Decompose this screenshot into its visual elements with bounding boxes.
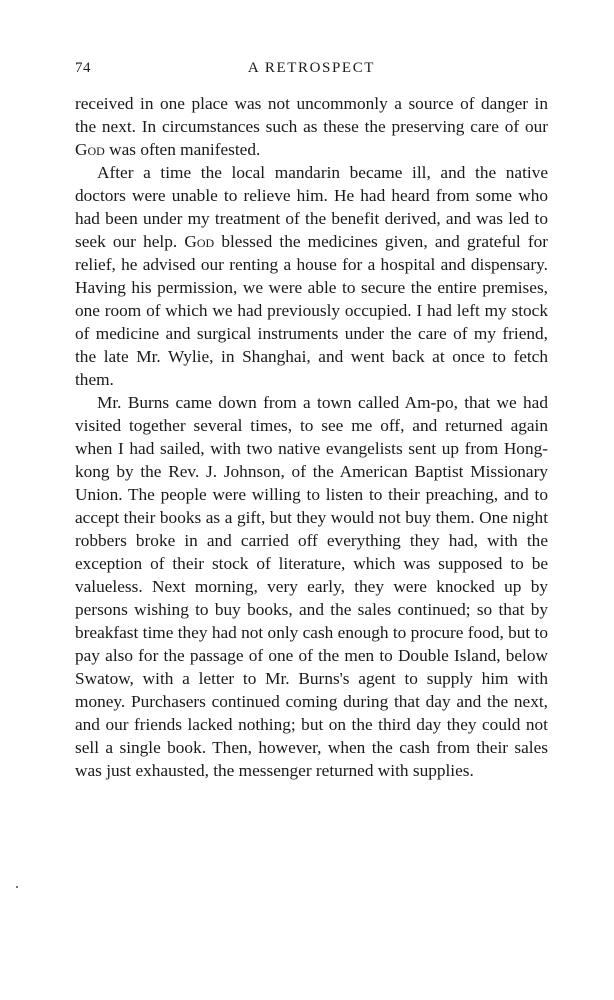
paragraph-2-text-b: blessed the medicines given, and grateful for relief, he advised our renting a house for a hospital and dispensary. Having his permission, we were able to secure the entire premises, one room of which we had previously occupied. I had left my stock of medicine and surgical instruments under the care of my friend, the late Mr. Wylie, in Shanghai, and went back at once to fetch them. xyxy=(75,232,549,389)
paragraph-2-god: God xyxy=(184,232,215,251)
paragraph-1-god: God xyxy=(75,140,105,159)
body-text xyxy=(75,92,548,782)
page-number: 74 xyxy=(75,60,91,76)
paragraph-2-text-a: After a time the local mandarin became ill, and the native doctors were unable to relieve him. He had heard from some who had been under my treatment of the benefit derived, and was led to seek our help. xyxy=(75,163,548,251)
paragraph-1-text-a: received in one place was not uncommonly a source of danger in the next. In circumstances such as these the preserving care of our xyxy=(75,94,548,136)
paragraph-2 xyxy=(75,161,548,391)
paragraph-1-text-b: was often manifested. xyxy=(104,140,261,159)
paragraph-1 xyxy=(75,92,548,161)
scan-speck xyxy=(16,886,18,888)
paragraph-3: Mr. Burns came down from a town called Am-po, that we had visited together several times, to see me off, and returned again when I had sailed, with two native evangelists sent up from Hong-kong by the Rev. J. Johnson, of the American Baptist Missionary Union. The people were willing to listen to their preaching, and to accept their books as a gift, but they would not buy them. One night robbers broke in and carried off everything they had, with the exception of their stock of literature, which was supposed to be valueless. Next morning, very early, they were knocked up by persons wishing to buy books, and the sales continued; so that by breakfast time they had not only cash enough to procure food, but to pay also for the passage of one of the men to Double Island, below Swatow, with a letter to Mr. Burns's agent to supply him with money. Purchasers continued coming during that day and the next, and our friends lacked nothing; but on the third day they could not sell a single book. Then, however, when the cash from their sales was just exhausted, the messenger returned with supplies. xyxy=(75,393,548,780)
page-header xyxy=(75,60,548,82)
running-head: A RETROSPECT xyxy=(247,60,376,76)
